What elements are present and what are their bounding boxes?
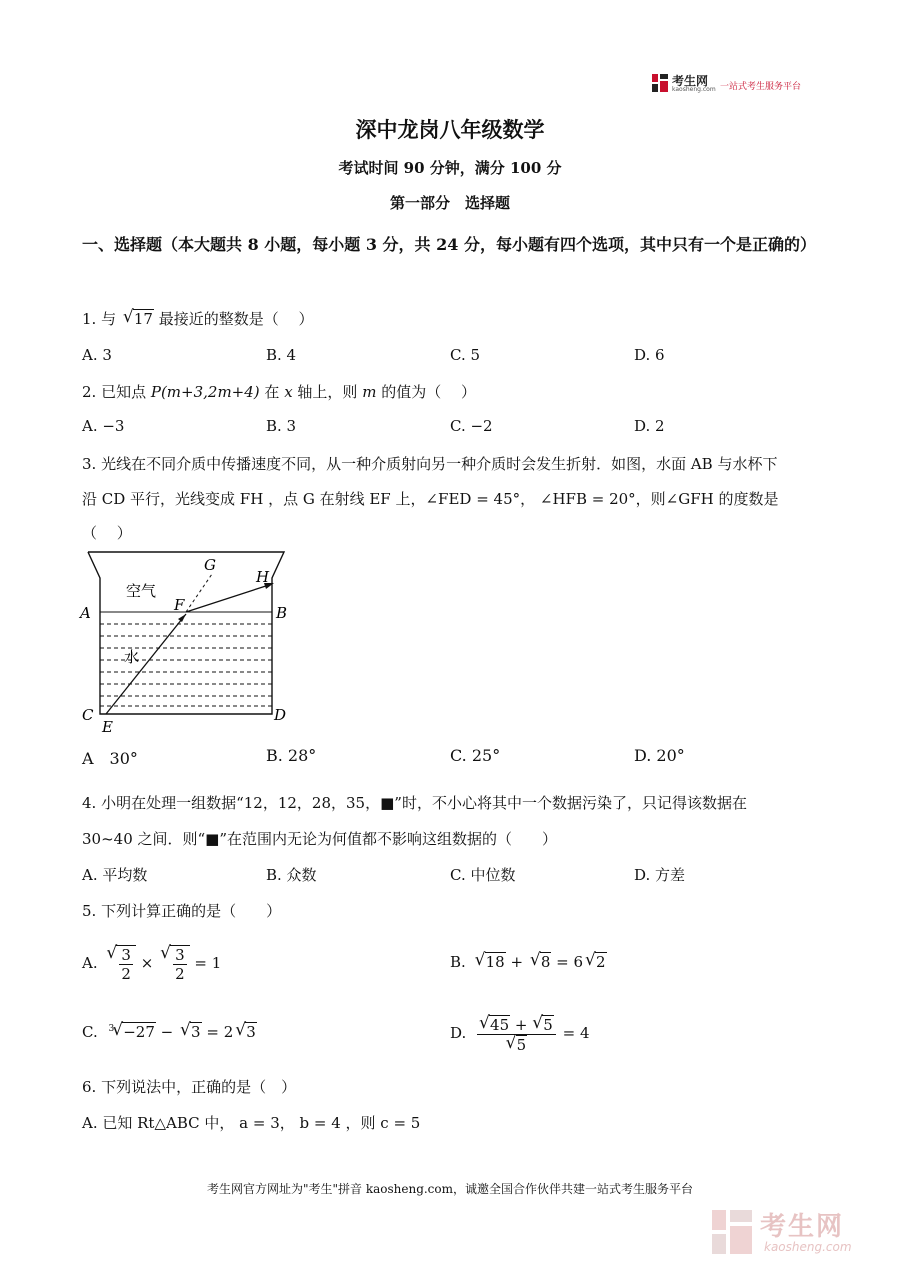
q5-option-b[interactable] xyxy=(450,952,607,971)
q5-option-a[interactable] xyxy=(82,940,221,986)
q5-option-d[interactable] xyxy=(450,1010,590,1056)
q5-b-label: B. xyxy=(450,953,466,971)
q4-option-c[interactable]: C. 中位数 xyxy=(450,866,516,884)
q2-option-c[interactable]: C. −2 xyxy=(450,417,493,435)
kaosheng-logo-icon xyxy=(652,74,668,92)
ray-fh xyxy=(186,584,272,612)
q2-option-d[interactable]: D. 2 xyxy=(634,417,665,435)
q1-pre: 1. 与 xyxy=(82,310,121,328)
logo-domain: kaosheng.com xyxy=(672,86,716,93)
q5-a-den-2: 2 xyxy=(175,965,185,983)
q5-a-frac-2 xyxy=(173,946,187,983)
q3-option-a[interactable]: A 30° xyxy=(82,749,138,768)
q4-option-b[interactable]: B. 众数 xyxy=(266,866,317,884)
question-6-stem: 6. 下列说法中，正确的是（ ） xyxy=(82,1078,297,1096)
q5-a-times: × xyxy=(140,954,154,972)
page-footer: 考生网官方网址为"考生"拼音 kaosheng.com，诚邀全国合作伙伴共建一站式考生服务平台 xyxy=(206,1182,694,1196)
q2-mid2: 轴上，则 xyxy=(292,383,363,401)
q5-b-plus: + xyxy=(510,953,524,971)
q2-option-a[interactable]: A. −3 xyxy=(82,417,125,435)
q4-option-a[interactable]: A. 平均数 xyxy=(82,866,148,884)
exam-info: 考试时间 90 分钟，满分 100 分 xyxy=(338,159,562,177)
q5-d-denominator xyxy=(477,1035,556,1054)
q5-b-r1: 18 xyxy=(485,953,505,971)
ray-ef-arrow xyxy=(178,614,186,622)
q5-a-frac-1 xyxy=(119,946,133,983)
q3-option-d[interactable]: D. 20° xyxy=(634,746,685,765)
question-3-line2: 沿 CD 平行，光线变成 FH ，点 G 在射线 EF 上，∠FED = 45°， ∠HFB = 20°，则∠GFH 的度数是 xyxy=(82,490,779,508)
q1-option-b[interactable]: B. 4 xyxy=(266,346,297,364)
q5-d-radical-3 xyxy=(516,1035,528,1054)
question-2-stem xyxy=(82,381,822,402)
q5-c-radical-1 xyxy=(122,1022,156,1041)
q5-a-radical-1 xyxy=(116,945,136,983)
q5-b-eq: = 6 xyxy=(556,953,584,971)
q5-b-radical-2 xyxy=(540,952,552,971)
question-3-line3: （ ） xyxy=(82,524,132,542)
ray-fg xyxy=(186,574,212,612)
q5-a-num-2: √ 3 xyxy=(175,946,185,964)
q5-c-r3: 3 xyxy=(246,1023,256,1041)
q5-d-radical-2 xyxy=(542,1015,554,1034)
q3-figure xyxy=(78,548,298,738)
q2-x: x xyxy=(284,383,293,401)
section-heading: 一、选择题（本大题共 8 小题，每小题 3 分，共 24 分，每小题有四个选项，其中只有一个是正确的） xyxy=(82,235,816,254)
question-4-line1: 4. 小明在处理一组数据“12，12，28，35，■”时，不小心将其中一个数据污染了，只记得该数据在 xyxy=(82,794,747,812)
q1-option-d[interactable]: D. 6 xyxy=(634,346,665,364)
q5-b-radical-1 xyxy=(485,952,506,971)
brand-logo xyxy=(652,72,822,98)
question-3-line1: 3. 光线在不同介质中传播速度不同，从一种介质射向另一种介质时会发生折射．如图，水面 AB 与水杯下 xyxy=(82,455,778,473)
q1-radical xyxy=(133,309,154,328)
q2-option-b[interactable]: B. 3 xyxy=(266,417,297,435)
q2-m: m xyxy=(362,383,377,401)
q5-b-r3: 2 xyxy=(596,953,606,971)
q2-mid: 在 xyxy=(259,383,285,401)
q3-option-c[interactable]: C. 25° xyxy=(450,746,501,765)
q5-c-eq: = 2 xyxy=(206,1023,234,1041)
q5-d-label: D. xyxy=(450,1024,467,1042)
watermark-logo-icon xyxy=(712,1210,752,1254)
q2-post: 的值为（ ） xyxy=(376,383,476,401)
q5-d-r1: 45 xyxy=(490,1015,510,1034)
q1-option-c[interactable]: C. 5 xyxy=(450,346,481,364)
question-1-stem xyxy=(82,308,822,329)
label-f: F xyxy=(174,596,185,614)
page-title: 深中龙岗八年级数学 xyxy=(355,117,545,142)
q5-a-den-1: 2 xyxy=(121,965,131,983)
label-h: H xyxy=(256,568,270,586)
q1-post: 最接近的整数是（ ） xyxy=(153,310,314,328)
label-d: D xyxy=(274,706,287,724)
q5-d-radical-1 xyxy=(489,1015,510,1034)
q5-option-c[interactable] xyxy=(82,1022,257,1041)
q5-c-radical-2 xyxy=(190,1022,202,1041)
q4-option-d[interactable]: D. 方差 xyxy=(634,866,686,884)
q2-pre: 2. 已知点 xyxy=(82,383,151,401)
q5-b-r2: 8 xyxy=(540,953,551,971)
q5-c-label: C. xyxy=(82,1023,98,1041)
q5-c-r1: −27 xyxy=(123,1023,155,1041)
q5-a-radical-2 xyxy=(170,945,190,983)
q2-point: P(m+3,2m+4) xyxy=(150,383,260,401)
watermark-domain: kaosheng.com xyxy=(764,1240,852,1254)
label-c: C xyxy=(82,706,94,724)
q5-c-radical-3 xyxy=(245,1022,257,1041)
q5-b-radical-3 xyxy=(595,952,607,971)
q5-d-plus: + xyxy=(514,1015,528,1034)
watermark-logo xyxy=(712,1206,882,1258)
q5-d-eq: = 4 xyxy=(562,1024,590,1042)
logo-name: 考生网 xyxy=(672,74,709,88)
q5-a-label: A. xyxy=(82,954,98,972)
q5-d-r2: 5 xyxy=(543,1015,553,1034)
question-5-stem: 5. 下列计算正确的是（ ） xyxy=(82,902,282,920)
q1-radicand: 17 xyxy=(133,310,153,328)
q5-c-index: 3 xyxy=(108,1024,115,1034)
q5-c-r2: 3 xyxy=(191,1023,201,1041)
q5-a-result: = 1 xyxy=(194,954,222,972)
label-b: B xyxy=(276,604,288,622)
q5-c-minus: − xyxy=(160,1023,174,1041)
cup-outline xyxy=(88,552,284,714)
logo-slogan: 一站式考生服务平台 xyxy=(720,82,802,92)
q5-a-num-1: √ 3 xyxy=(121,946,131,964)
part-heading: 第一部分 选择题 xyxy=(389,194,510,212)
label-e: E xyxy=(102,718,113,736)
watermark-name: 考生网 xyxy=(760,1212,845,1242)
label-air: 空气 xyxy=(126,582,157,600)
question-4-line2: 30~40 之间．则“■”在范围内无论为何值都不影响这组数据的（ ） xyxy=(82,830,558,848)
q5-d-frac xyxy=(477,1015,556,1054)
ray-ef xyxy=(106,614,186,714)
q3-option-b[interactable]: B. 28° xyxy=(266,746,317,765)
q5-d-r3: 5 xyxy=(516,1035,527,1054)
label-water: 水 xyxy=(124,648,140,666)
q6-option-a[interactable]: A. 已知 Rt△ABC 中， a = 3， b = 4 ，则 c = 5 xyxy=(82,1114,421,1132)
q1-option-a[interactable]: A. 3 xyxy=(82,346,112,364)
q5-d-numerator xyxy=(477,1015,556,1035)
label-g: G xyxy=(204,556,216,574)
label-a: A xyxy=(80,604,91,622)
